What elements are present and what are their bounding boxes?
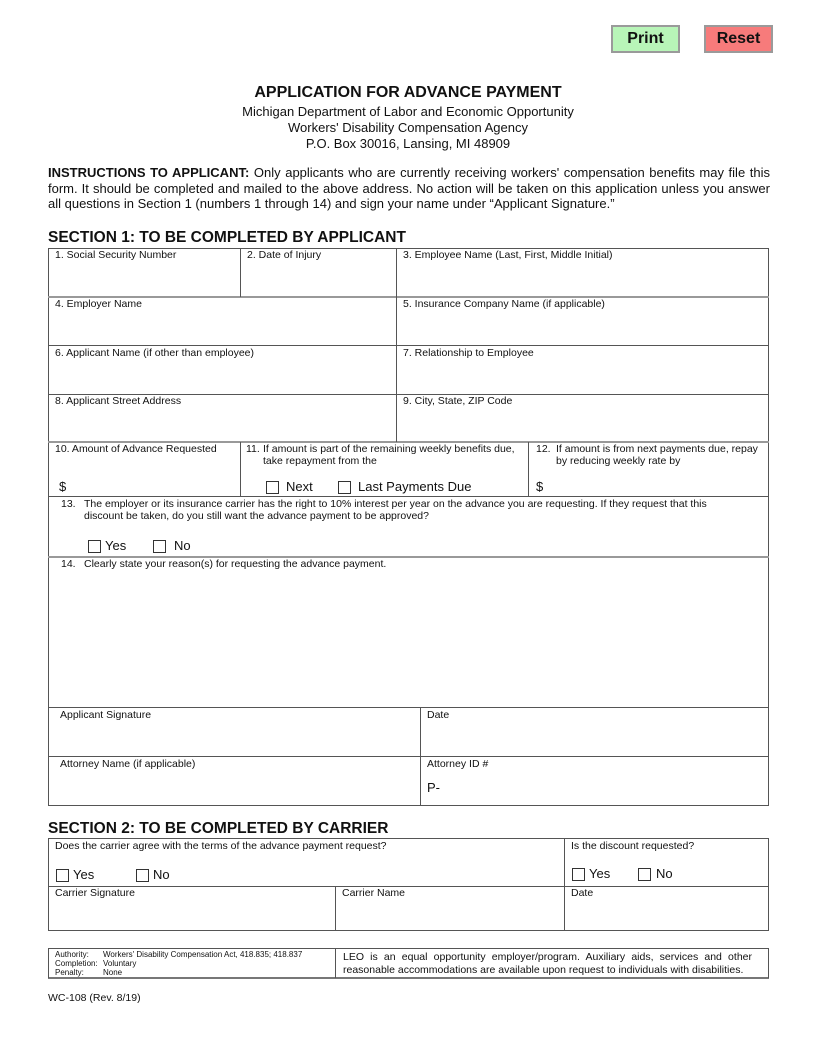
carrier-date-input[interactable] <box>570 902 762 926</box>
section-2-title: SECTION 2: TO BE COMPLETED BY CARRIER <box>48 820 389 837</box>
signature-date-cell <box>420 707 768 756</box>
discount-yes-label: Yes <box>589 866 611 881</box>
discount-requested-cell <box>564 838 768 886</box>
repayment-last-checkbox[interactable] <box>338 481 351 494</box>
applicant-signature-label: Applicant Signature <box>60 709 152 721</box>
applicant-name-input[interactable] <box>54 362 390 390</box>
signature-date-input[interactable] <box>426 724 762 752</box>
carrier-agree-no-label: No <box>153 867 170 882</box>
relationship-cell <box>396 346 768 394</box>
eeo-statement: LEO is an equal opportunity employer/program. Auxiliary aids, services and other reasonable accommodations are available upon request to individuals with disabilities. <box>343 951 752 976</box>
discount-no-checkbox[interactable] <box>638 868 651 881</box>
ssn-cell <box>48 248 240 297</box>
applicant-signature-input[interactable] <box>58 724 414 752</box>
department-name: Michigan Department of Labor and Economic Opportunity <box>242 104 574 119</box>
attorney-id-input[interactable] <box>442 778 758 798</box>
discount-yes-checkbox[interactable] <box>572 868 585 881</box>
carrier-signature-input[interactable] <box>54 902 330 926</box>
print-button[interactable]: Print <box>611 25 680 53</box>
carrier-signature-label: Carrier Signature <box>55 887 135 899</box>
authority-label: Authority: <box>55 950 89 959</box>
ssn-input[interactable] <box>54 264 234 292</box>
form-number: WC-108 (Rev. 8/19) <box>48 992 141 1004</box>
repayment-last-label: Last Payments Due <box>358 479 472 494</box>
carrier-date-cell <box>564 886 768 930</box>
advance-amount-input[interactable] <box>70 476 234 494</box>
completion-value: Voluntary <box>103 959 137 968</box>
carrier-agree-cell <box>48 838 564 886</box>
city-state-zip-cell <box>396 394 768 442</box>
relationship-label: 7. Relationship to Employee <box>403 347 534 359</box>
street-address-label: 8. Applicant Street Address <box>55 395 182 407</box>
dollar-sign: $ <box>536 479 544 494</box>
carrier-signature-cell <box>48 886 335 930</box>
reduce-rate-cell <box>528 442 768 497</box>
date-of-injury-cell <box>240 248 396 297</box>
street-address-input[interactable] <box>54 410 390 438</box>
carrier-agree-no-checkbox[interactable] <box>136 869 149 882</box>
insurance-company-cell <box>396 297 768 346</box>
reduce-rate-input[interactable] <box>548 476 758 494</box>
repayment-source-cell <box>240 442 528 497</box>
insurance-company-label: 5. Insurance Company Name (if applicable) <box>403 298 605 310</box>
employer-name-label: 4. Employer Name <box>55 298 142 310</box>
advance-amount-cell <box>48 442 240 497</box>
reduce-rate-number: 12. <box>536 443 551 455</box>
carrier-name-cell <box>335 886 564 930</box>
reduce-rate-label: If amount is from next payments due, repay by reducing weekly rate by <box>556 443 758 467</box>
carrier-agree-yes-label: Yes <box>73 867 95 882</box>
employee-name-label: 3. Employee Name (Last, First, Middle Initial) <box>403 249 613 261</box>
insurance-company-input[interactable] <box>402 313 762 341</box>
completion-label: Completion: <box>55 959 98 968</box>
applicant-signature-cell <box>48 707 420 756</box>
dollar-sign: $ <box>59 479 67 494</box>
q13-yes-label: Yes <box>105 538 127 553</box>
penalty-value: None <box>103 968 123 977</box>
applicant-name-cell <box>48 346 396 394</box>
q13-no-label: No <box>174 538 191 553</box>
repayment-label: If amount is part of the remaining weekly benefits due, take repayment from the <box>263 443 515 467</box>
form-title: APPLICATION FOR ADVANCE PAYMENT <box>254 84 562 101</box>
attorney-name-cell <box>48 756 420 805</box>
carrier-name-input[interactable] <box>341 902 559 926</box>
advance-amount-label: 10. Amount of Advance Requested <box>55 443 217 455</box>
repayment-number: 11. <box>246 443 260 455</box>
attorney-id-cell <box>420 756 768 805</box>
date-of-injury-input[interactable] <box>246 264 390 292</box>
reset-button[interactable]: Reset <box>704 25 773 53</box>
q14-question: Clearly state your reason(s) for requesting the advance payment. <box>84 558 387 570</box>
applicant-name-label: 6. Applicant Name (if other than employee) <box>55 347 255 359</box>
attorney-name-input[interactable] <box>58 773 414 801</box>
q13-question: The employer or its insurance carrier has the right to 10% interest per year on the advance you are requesting. If they request that this discount be taken, do you still want the advance payment to be approved? <box>84 498 707 522</box>
q13-number: 13. <box>61 498 76 510</box>
attorney-id-label: Attorney ID # <box>427 758 489 770</box>
discount-no-label: No <box>656 866 673 881</box>
penalty-label: Penalty: <box>55 968 84 977</box>
carrier-date-label: Date <box>571 887 594 899</box>
signature-date-label: Date <box>427 709 450 721</box>
q14-number: 14. <box>61 558 76 570</box>
instructions-heading: INSTRUCTIONS TO APPLICANT: <box>48 165 250 180</box>
ssn-label: 1. Social Security Number <box>55 249 177 261</box>
authority-value: Workers' Disability Compensation Act, 418.835; 418.837 <box>103 950 303 959</box>
q14-cell <box>48 557 768 707</box>
carrier-agree-question: Does the carrier agree with the terms of the advance payment request? <box>55 840 387 852</box>
agency-address: P.O. Box 30016, Lansing, MI 48909 <box>305 136 511 151</box>
q13-cell <box>48 497 768 557</box>
carrier-name-label: Carrier Name <box>342 887 406 899</box>
date-of-injury-label: 2. Date of Injury <box>247 249 322 261</box>
discount-requested-question: Is the discount requested? <box>571 840 695 852</box>
employer-name-cell <box>48 297 396 346</box>
relationship-input[interactable] <box>402 362 762 390</box>
employer-name-input[interactable] <box>54 313 390 341</box>
city-state-zip-input[interactable] <box>402 410 762 438</box>
repayment-next-checkbox[interactable] <box>266 481 279 494</box>
instructions <box>48 165 770 212</box>
section-1-title: SECTION 1: TO BE COMPLETED BY APPLICANT <box>48 229 406 246</box>
attorney-id-prefix: P- <box>427 780 440 795</box>
street-address-cell <box>48 394 396 442</box>
repayment-next-label: Next <box>286 479 313 494</box>
employee-name-input[interactable] <box>402 264 762 292</box>
q13-yes-checkbox[interactable] <box>88 540 101 553</box>
q14-reason-textarea[interactable] <box>56 573 760 701</box>
city-state-zip-label: 9. City, State, ZIP Code <box>403 395 513 407</box>
carrier-agree-yes-checkbox[interactable] <box>56 869 69 882</box>
employee-name-cell <box>396 248 768 297</box>
attorney-name-label: Attorney Name (if applicable) <box>60 758 196 770</box>
agency-name: Workers' Disability Compensation Agency <box>288 120 528 135</box>
instructions-text: Only applicants who are currently receiving workers' compensation benefits may file this form. It should be completed and mailed to the above address. No action will be taken on this application unless you answer all questions in Section 1 (numbers 1 through 14) and sign your name under “Applicant Signature.” <box>48 165 770 211</box>
q13-no-checkbox[interactable] <box>153 540 166 553</box>
